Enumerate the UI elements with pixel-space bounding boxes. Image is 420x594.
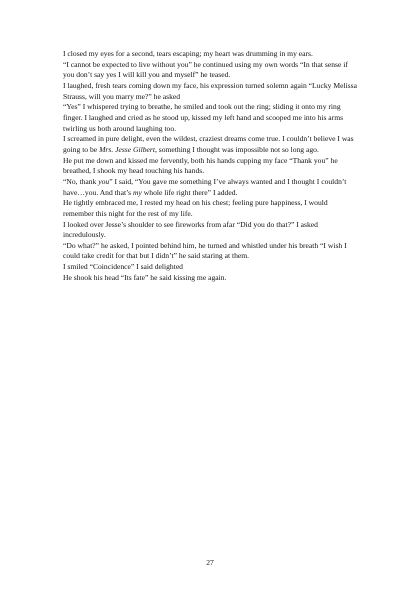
- emphasis-text: my: [133, 187, 142, 197]
- paragraph-text: , something I thought was impossible not so long ago.: [154, 144, 319, 154]
- chapter-text: [63, 49, 359, 283]
- page-number: 27: [206, 558, 214, 567]
- paragraph: I laughed, fresh tears coming down my face, his expression turned solemn again “Lucky Melissa Strauss, will you marry me?” he asked: [63, 80, 357, 101]
- paragraph: “I cannot be expected to live without you” he continued using my own words “In that sense if you don’t say yes I will kill you and myself” he teased.: [63, 59, 348, 80]
- emphasis-text: Mrs. Jesse Gilbert: [99, 144, 155, 154]
- paragraph: He put me down and kissed me fervently, both his hands cupping my face “Thank you” he breathed, I shook my head touching his hands.: [63, 155, 338, 176]
- paragraph: He shook his head “Its fate” he said kissing me again.: [63, 272, 227, 282]
- emphasis-text: you: [98, 176, 110, 186]
- paragraph-text: ” I said, “You gave me something I’ve always wanted and I thought I couldn’t have…you. And that’s: [63, 176, 347, 197]
- paragraph: [63, 177, 359, 198]
- paragraph: He tightly embraced me, I rested my head on his chest; feeling pure happiness, I would remember this night for the rest of my life.: [63, 198, 328, 218]
- paragraph: I closed my eyes for a second, tears escaping; my heart was drumming in my ears.: [63, 49, 313, 58]
- paragraph: I looked over Jesse’s shoulder to see fireworks from afar “Did you do that?” I asked incredulously.: [63, 219, 318, 240]
- paragraph-text: whole life right there” I added.: [141, 187, 238, 197]
- paragraph: “Do what?” he asked, I pointed behind him, he turned and whistled under his breath “I wish I could take credit for that but I didn’t” he said staring at them.: [63, 240, 347, 261]
- paragraph: I smiled “Coincidence” I said delighted: [63, 262, 183, 272]
- paragraph: “Yes” I whispered trying to breathe, he smiled and took out the ring; sliding it onto my ring finger. I laughed and cried as he stood up, kissed my left hand and scooped me into his arms twirling us both around laughing too.: [63, 102, 344, 133]
- paragraph-text: “No, thank: [63, 176, 99, 186]
- paragraph-text: I screamed in pure delight, even the wildest, craziest dreams come true. I couldn’t believe I was going to be: [63, 134, 354, 154]
- paragraph: [63, 134, 359, 155]
